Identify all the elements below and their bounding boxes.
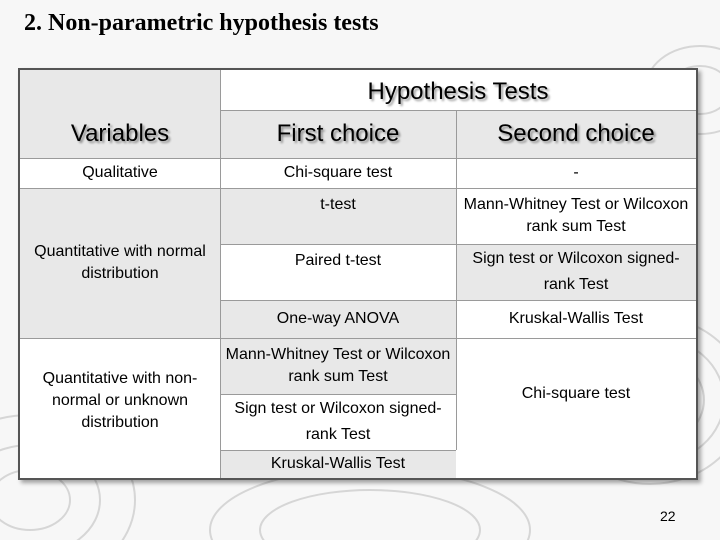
group-header: Hypothesis Tests bbox=[367, 78, 549, 105]
cell-normal-first-2: Paired t-test bbox=[294, 252, 382, 269]
cell-normal-first-3: One-way ANOVA bbox=[276, 310, 400, 327]
grid-line bbox=[220, 110, 696, 111]
cell-normal-second-1: Mann-Whitney Test or Wilcoxon rank sum Test bbox=[463, 196, 689, 235]
cell-qualitative-first: Chi-square test bbox=[283, 164, 393, 181]
header-variables: Variables bbox=[70, 120, 170, 147]
page-number: 22 bbox=[660, 508, 676, 524]
cell-nonnormal-first-3: Kruskal-Wallis Test bbox=[270, 455, 406, 472]
cell-nonnormal-first-1: Mann-Whitney Test or Wilcoxon rank sum Test bbox=[225, 346, 451, 385]
row-label-normal: Quantitative with normal distribution bbox=[34, 243, 206, 282]
cell-nonnormal-first-2: Sign test or Wilcoxon signed-rank Test bbox=[234, 400, 442, 443]
cell-qualitative-second: - bbox=[573, 164, 579, 181]
cell-normal-second-3: Kruskal-Wallis Test bbox=[508, 310, 644, 327]
row-label-qualitative: Qualitative bbox=[82, 164, 158, 181]
header-second-choice: Second choice bbox=[497, 120, 655, 147]
hypothesis-tests-table bbox=[18, 68, 698, 480]
row-label-nonnormal: Quantitative with non-normal or unknown distribution bbox=[42, 370, 198, 431]
slide-title: 2. Non-parametric hypothesis tests bbox=[24, 10, 379, 36]
cell-normal-second-2: Sign test or Wilcoxon signed-rank Test bbox=[472, 250, 680, 293]
cell-normal-first-1: t-test bbox=[320, 196, 356, 213]
cell-nonnormal-second: Chi-square test bbox=[521, 385, 631, 402]
header-first-choice: First choice bbox=[276, 120, 400, 147]
